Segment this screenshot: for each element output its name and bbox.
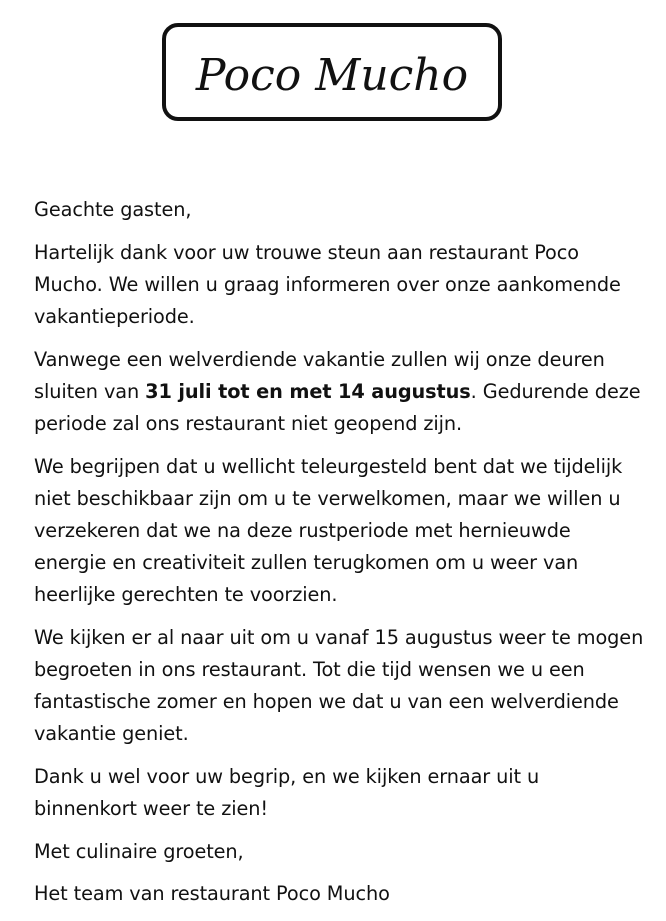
closure-dates-paragraph [34, 344, 644, 440]
reopening-paragraph: We kijken er al naar uit om u vanaf 15 augustus weer te mogen begroeten in ons restaurant. Tot die tijd wensen we u een fantastische zomer en hopen we dat u van een welverdiende vakantie geniet. [34, 626, 644, 745]
intro-paragraph: Hartelijk dank voor uw trouwe steun aan restaurant Poco Mucho. We willen u graag informeren over onze aankomende vakantieperiode. [34, 241, 621, 328]
closure-dates: 31 juli tot en met 14 augustus [145, 380, 471, 403]
restaurant-logo [161, 22, 503, 122]
apology-paragraph: We begrijpen dat u wellicht teleurgesteld bent dat we tijdelijk niet beschikbaar zijn om u te verwelkomen, maar we willen u verzekeren dat we na deze rustperiode met hernieuwde energie en creativiteit zullen terugkomen om u weer van heerlijke gerechten te voorzien. [34, 455, 623, 606]
signature: Het team van restaurant Poco Mucho [34, 882, 390, 905]
closure-text-before: Vanwege een welverdiende vakantie zullen wij onze deuren sluiten van [34, 348, 605, 403]
closure-text-after: . Gedurende deze periode zal ons restaurant niet geopend zijn. [34, 380, 641, 435]
logo-graphic [161, 22, 503, 122]
letter-body [34, 194, 644, 921]
closing-line: Met culinaire groeten, [34, 840, 244, 863]
logo-text: Poco Mucho [195, 50, 469, 101]
greeting: Geachte gasten, [34, 198, 192, 221]
thanks-paragraph: Dank u wel voor uw begrip, en we kijken ernaar uit u binnenkort weer te zien! [34, 765, 540, 820]
